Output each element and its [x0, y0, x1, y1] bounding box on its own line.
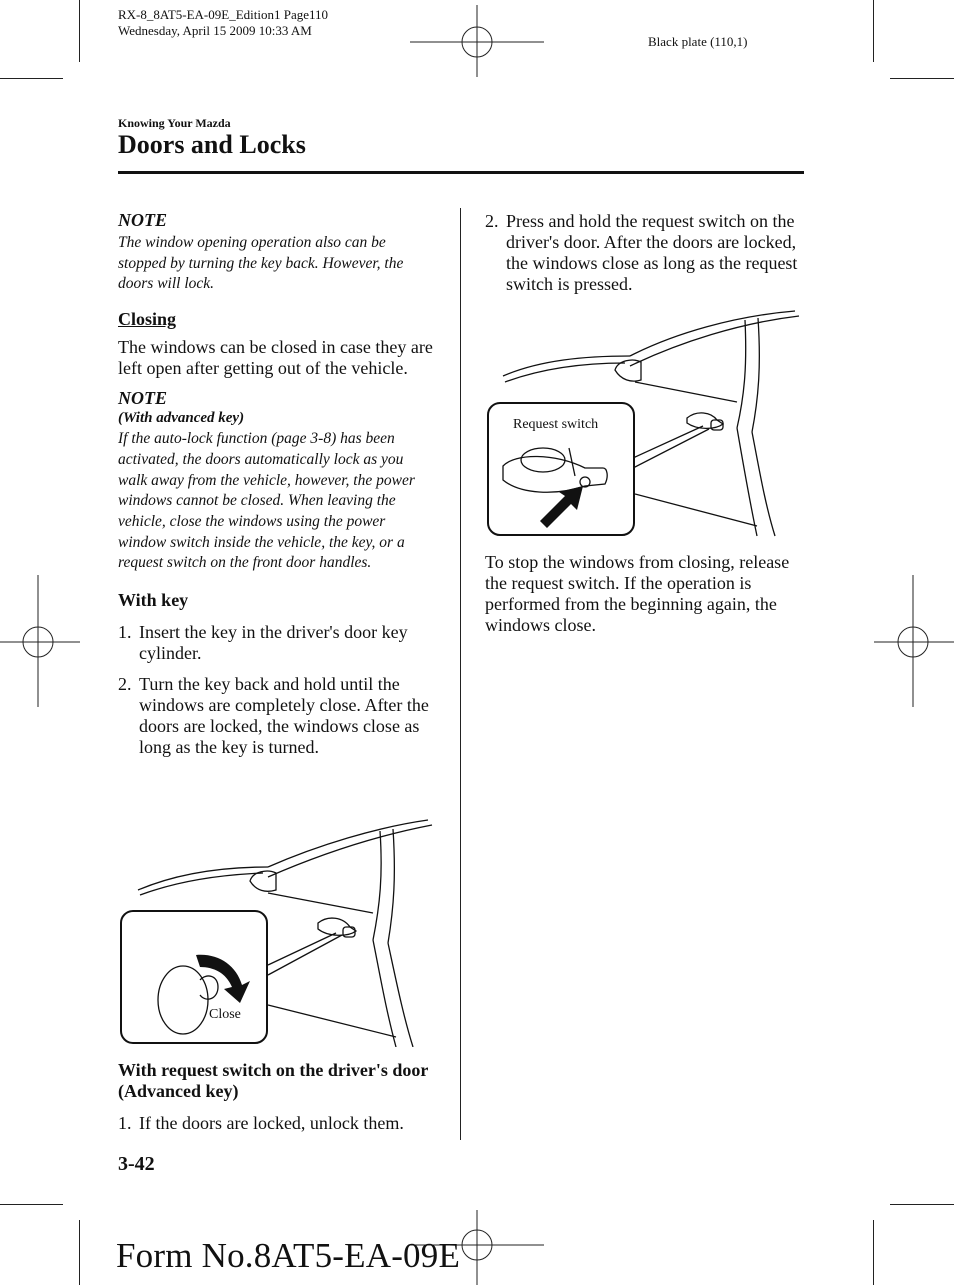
figure-key-cylinder — [118, 815, 436, 1047]
note-subheading: (With advanced key) — [118, 410, 245, 427]
note-body: The window opening operation also can be stopped by turning the key back. However, the doors will lock. — [118, 234, 404, 293]
registration-target-right — [874, 575, 954, 707]
step-number: 1. — [118, 622, 132, 643]
registration-target-left — [0, 575, 80, 707]
step-text: Insert the key in the driver's door key cylinder. — [139, 622, 408, 664]
note-heading: NOTE — [118, 210, 167, 230]
registration-target-top — [410, 5, 544, 77]
stop-closing-body: To stop the windows from closing, release the request switch. If the operation is performed from the beginning again, the windows close. — [485, 552, 790, 635]
figure-request-switch — [485, 308, 803, 540]
step-text: Turn the key back and hold until the windows are completely close. After the doors are locked, the windows close as long as the key is turned. — [139, 674, 429, 758]
page-number: 3-42 — [118, 1153, 155, 1175]
column-divider — [460, 208, 461, 1140]
print-header-line2: Wednesday, April 15 2009 10:33 AM — [118, 23, 312, 38]
left-column-bottom — [118, 1060, 436, 1134]
figure-label-close: Close — [209, 1007, 241, 1022]
request-switch-heading: With request switch on the driver's door (Advanced key) — [118, 1060, 429, 1101]
note-heading-advanced: NOTE — [118, 388, 167, 409]
step-text: Press and hold the request switch on the driver's door. After the doors are locked, the windows close as long as the request switch is pressed. — [506, 211, 798, 294]
step-text: If the doors are locked, unlock them. — [139, 1113, 404, 1133]
left-column — [118, 210, 436, 758]
form-number: Form No.8AT5-EA-09E — [116, 1236, 461, 1275]
step-number: 2. — [118, 674, 132, 695]
step-number: 1. — [118, 1113, 132, 1133]
plate-label: Black plate (110,1) — [648, 34, 748, 49]
step-number: 2. — [485, 211, 499, 231]
print-header-line1: RX-8_8AT5-EA-09E_Edition1 Page110 — [118, 7, 329, 22]
right-column — [485, 211, 803, 295]
closing-heading: Closing — [118, 309, 177, 330]
with-key-heading: With key — [118, 590, 189, 611]
list-item — [118, 622, 436, 664]
figure-label-request-switch: Request switch — [513, 417, 599, 432]
title-rule — [118, 171, 804, 174]
print-header — [118, 7, 328, 39]
section-label: Knowing Your Mazda — [118, 116, 231, 130]
list-item — [118, 1113, 436, 1134]
right-column-bottom — [485, 552, 803, 636]
note-body-advanced: If the auto-lock function (page 3-8) has been activated, the doors automatically lock as you walk away from the vehicle, however, the power windows cannot be closed. When leaving the vehicle, close the windows using the power window switch inside the vehicle, the key, or a request switch on the front door handles. — [118, 430, 415, 572]
closing-body: The windows can be closed in case they are left open after getting out of the vehicle. — [118, 337, 433, 379]
list-item — [485, 211, 803, 295]
list-item — [118, 674, 436, 758]
page-title: Doors and Locks — [118, 130, 306, 159]
